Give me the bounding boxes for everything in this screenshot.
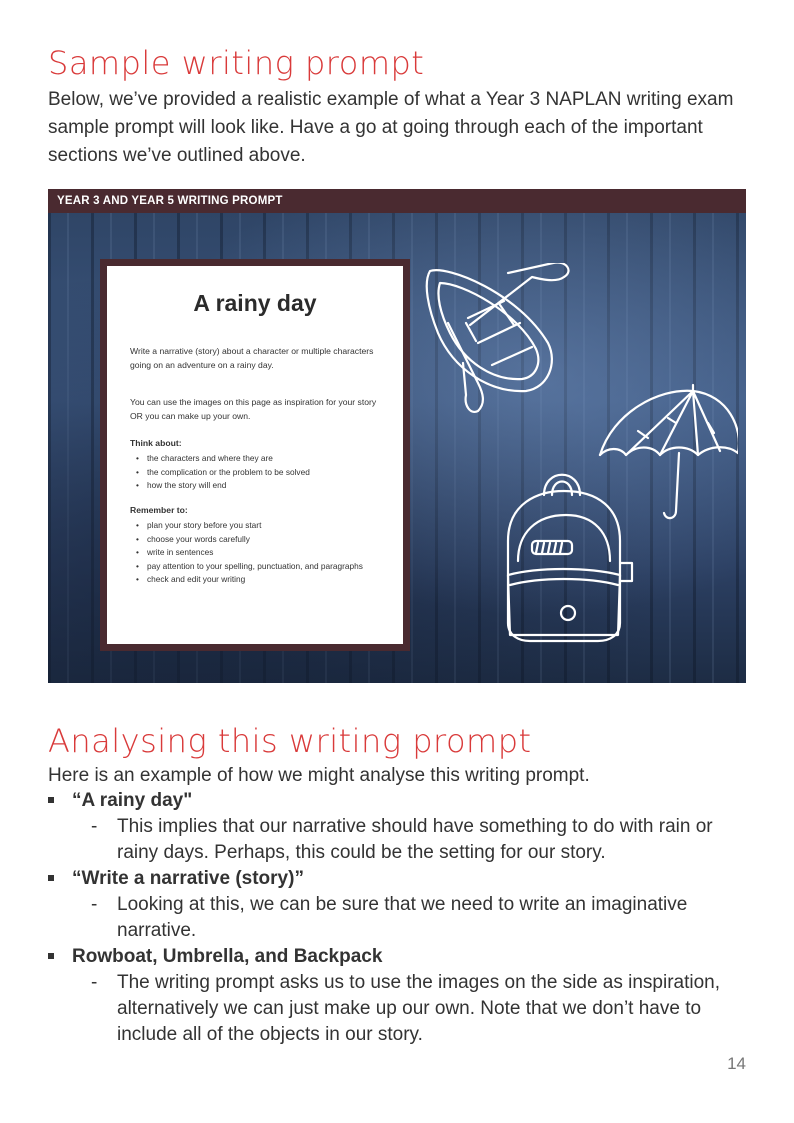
section-heading-sample: Sample writing prompt: [48, 44, 425, 82]
prompt-header: YEAR 3 AND YEAR 5 WRITING PROMPT: [48, 189, 746, 213]
list-item: • write in sentences: [130, 546, 380, 560]
analysis-list: [48, 788, 748, 1048]
list-item: • check and edit your writing: [130, 573, 380, 587]
list-item: [48, 866, 748, 944]
list-item: • the characters and where they are: [130, 452, 380, 466]
analysis-item-heading: “A rainy day": [72, 790, 193, 811]
rainy-window-background: [48, 213, 746, 683]
bullet-square: [48, 953, 54, 959]
rowboat-icon: [427, 263, 569, 412]
analysis-item-heading: Rowboat, Umbrella, and Backpack: [72, 946, 383, 967]
analysis-note-text: The writing prompt asks us to use the images on the side as inspiration, alternatively we can just make up our own. Note that we don’t have to include all of the objects in our story.: [117, 972, 721, 1045]
list-item: • how the story will end: [130, 479, 380, 493]
remember-to-heading: Remember to:: [130, 505, 188, 515]
remember-to-list: [130, 519, 380, 587]
analysis-item-heading: “Write a narrative (story)”: [72, 868, 304, 889]
list-item: [48, 944, 748, 1048]
section-heading-analysing: Analysing this writing prompt: [48, 722, 532, 760]
prompt-paragraph: You can use the images on this page as inspiration for your story OR you can make up your own.: [130, 397, 377, 421]
backpack-icon: [508, 475, 632, 641]
prompt-card: [100, 259, 410, 651]
prompt-title: A rainy day: [193, 290, 317, 316]
page-number: 14: [727, 1054, 746, 1073]
prompt-paragraph: Write a narrative (story) about a character or multiple characters going on an adventure on a rainy day.: [130, 346, 374, 370]
sample-intro: Below, we’ve provided a realistic example of what a Year 3 NAPLAN writing exam sample prompt will look like. Have a go at going through each of the important sections we’ve outlined above.: [48, 89, 734, 166]
list-item: [48, 788, 748, 866]
bullet-square: [48, 875, 54, 881]
writing-prompt-panel: [48, 189, 746, 683]
analysis-item-note: - This implies that our narrative should have something to do with rain or rainy days. Perhaps, this could be the setting for our story.: [91, 816, 713, 863]
analysis-note-text: This implies that our narrative should have something to do with rain or rainy days. Perhaps, this could be the setting for our story.: [117, 816, 713, 863]
list-item: • the complication or the problem to be solved: [130, 466, 380, 480]
analysing-intro: Here is an example of how we might analyse this writing prompt.: [48, 765, 590, 786]
list-item: • pay attention to your spelling, punctuation, and paragraphs: [130, 560, 380, 574]
think-about-list: [130, 452, 380, 493]
analysis-item-note: - Looking at this, we can be sure that we need to write an imaginative narrative.: [91, 894, 688, 941]
list-item: • plan your story before you start: [130, 519, 380, 533]
bullet-square: [48, 797, 54, 803]
list-item: • choose your words carefully: [130, 533, 380, 547]
think-about-heading: Think about:: [130, 438, 182, 448]
analysis-item-note: - The writing prompt asks us to use the images on the side as inspiration, alternatively we can just make up our own. Note that we don’t have to include all of the objects in our story.: [91, 972, 721, 1045]
analysis-note-text: Looking at this, we can be sure that we need to write an imaginative narrative.: [117, 894, 688, 941]
umbrella-icon: [600, 385, 738, 518]
